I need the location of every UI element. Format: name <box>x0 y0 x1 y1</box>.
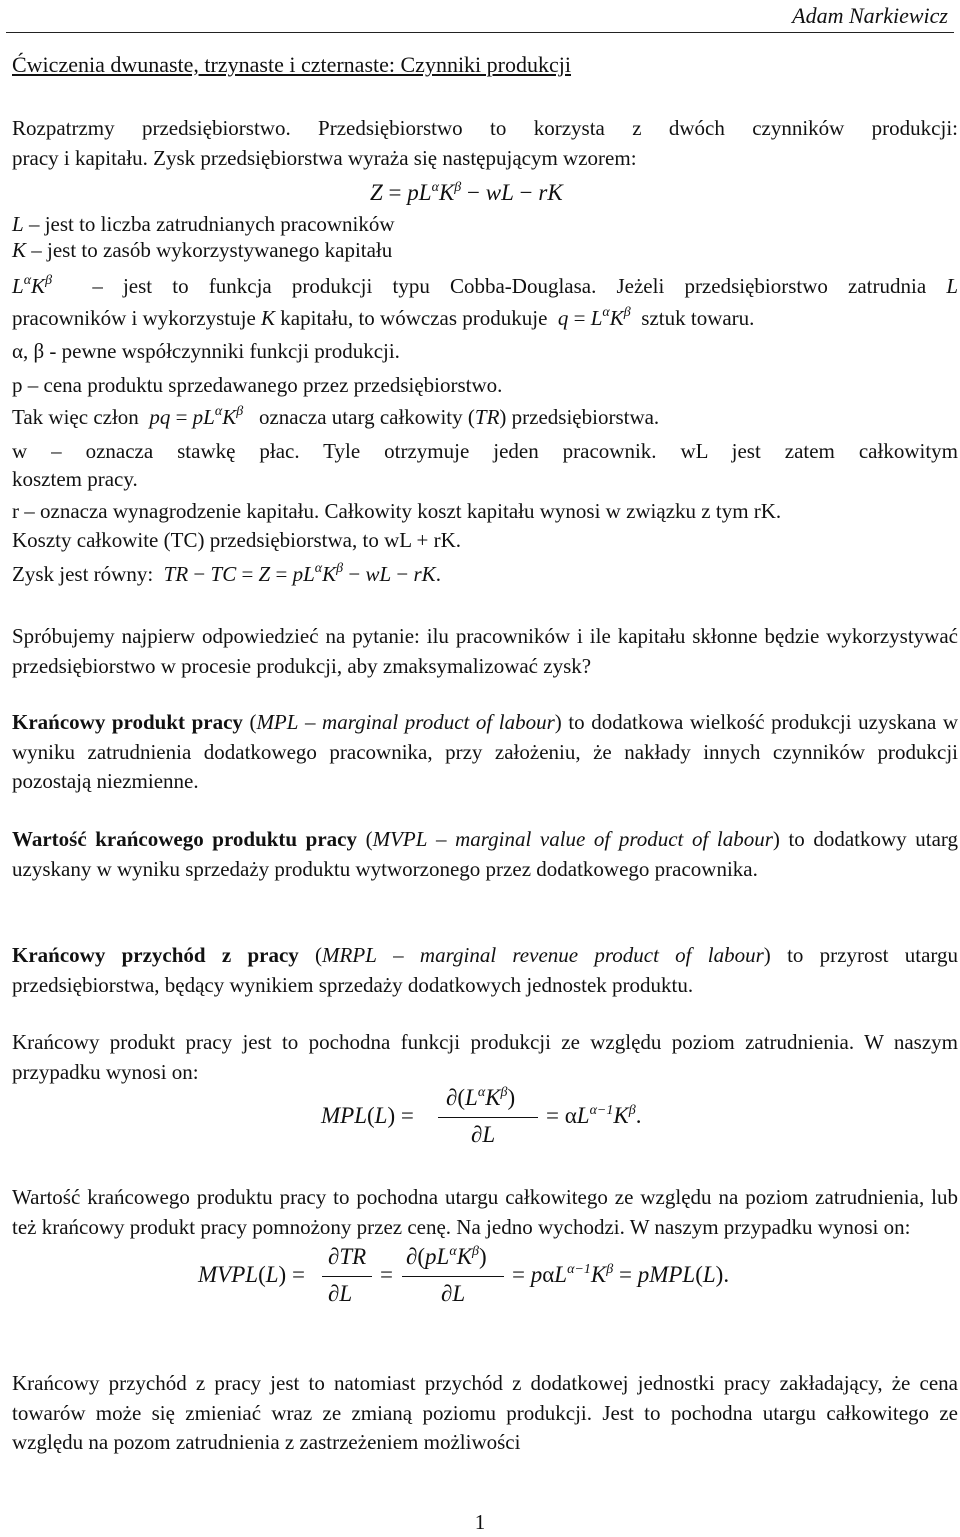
mrpl-text: Krańcowy przychód z pracy jest to natomiast przychód z dodatkowej jednostki pracy zakładający, że cena towarów może się zmieniać wraz ze zmianą poziomu produkcji. Jest to pochodna utargu całkowitego ze względu na pozom zatrudnienia z zastrzeżeniem możliwości <box>12 1371 958 1454</box>
mpl-definition: Krańcowy produkt pracy (MPL – marginal product of labour) to dodatkowa wielkość produkcji uzyskana w wyniku zatrudnienia dodatkowego pracownika, przy założeniu, że nakłady innych czynników produkcji pozostają niezmienne. <box>12 710 958 793</box>
question-paragraph: Spróbujemy najpierw odpowiedzieć na pytanie: ilu pracowników i ile kapitału skłonne będzie wykorzystywać przedsiębiorstwo w procesie produkcji, aby zmaksymalizować zysk? <box>12 624 958 678</box>
mrpl-definition: Krańcowy przychód z pracy (MRPL – marginal revenue product of labour) to przyrost utargu przedsiębiorstwa, będący wynikiem sprzedaży dodatkowych jednostek produktu. <box>12 943 959 997</box>
intro-line-1: Rozpatrzmy przedsiębiorstwo. Przedsiębiorstwo to korzysta z dwóch czynników produkcji: <box>12 116 958 140</box>
definition-r: r – oznacza wynagrodzenie kapitału. Całkowity koszt kapitału wynosi w związku z tym rK. <box>12 499 782 523</box>
definition-tc: Koszty całkowite (TC) przedsiębiorstwa, to wL + rK. <box>12 528 462 552</box>
mpl-derivative-text: Krańcowy produkt pracy jest to pochodna funkcji produkcji ze względu poziom zatrudnienia. W naszym przypadku wynosi on: <box>12 1030 958 1084</box>
profit-formula: $Z = pL^\alpha K^\beta$ − wL − rK <box>370 180 563 205</box>
page-title: Ćwiczenia dwunaste, trzynaste i czternaste: Czynniki produkcji <box>12 52 571 77</box>
header-rule <box>6 32 954 33</box>
definition-w-2: kosztem pracy. <box>12 467 138 491</box>
intro-line-2: pracy i kapitału. Zysk przedsiębiorstwa wyraża się następującym wzorem: <box>12 146 637 170</box>
author-header: Adam Narkiewicz <box>792 3 948 28</box>
definition-alpha-beta: α, β - pewne współczynniki funkcji produkcji. <box>12 339 400 363</box>
definition-K: K – jest to zasób wykorzystywanego kapitału <box>12 238 393 262</box>
definition-production-function-2: pracowników i wykorzystuje K kapitału, to wówczas produkuje $q = L^\alpha K^\beta$ sztuk towaru. <box>12 305 755 330</box>
mvpl-definition: Wartość krańcowego produktu pracy (MVPL – marginal value of product of labour) to dodatkowy utarg uzyskany w wyniku sprzedaży produktu wytworzonego przez dodatkowego pracownika. <box>12 827 959 881</box>
definition-w: w – oznacza stawkę płac. Tyle otrzymuje jeden pracownik. wL jest zatem całkowitym <box>12 439 958 463</box>
definition-L: L – jest to liczba zatrudnianych pracowników <box>12 212 395 236</box>
page-number: 1 <box>474 1510 486 1534</box>
mvpl-derivative-text: Wartość krańcowego produktu pracy to pochodna utargu całkowitego ze względu na poziom zatrudnienia, lub też krańcowy produkt pracy pomnożony przez cenę. Na jedno wychodzi. W naszym przypadku wynosi on: <box>12 1185 958 1239</box>
definition-production-function: $L^\alpha K^\beta$ – jest to funkcja produkcji typu Cobba-Douglasa. Jeżeli przedsiębiorstwo zatrudnia L <box>12 273 958 298</box>
definition-p: p – cena produktu sprzedawanego przez przedsiębiorstwo. <box>12 373 503 397</box>
definition-profit: Zysk jest równy: TR − TC = $Z = pL^\alpha K^\beta$ − wL − rK. <box>12 561 441 586</box>
definition-pq: Tak więc człon pq = $pL^\alpha K^\beta$ oznacza utarg całkowity (TR) przedsiębiorstwa. <box>12 404 660 429</box>
